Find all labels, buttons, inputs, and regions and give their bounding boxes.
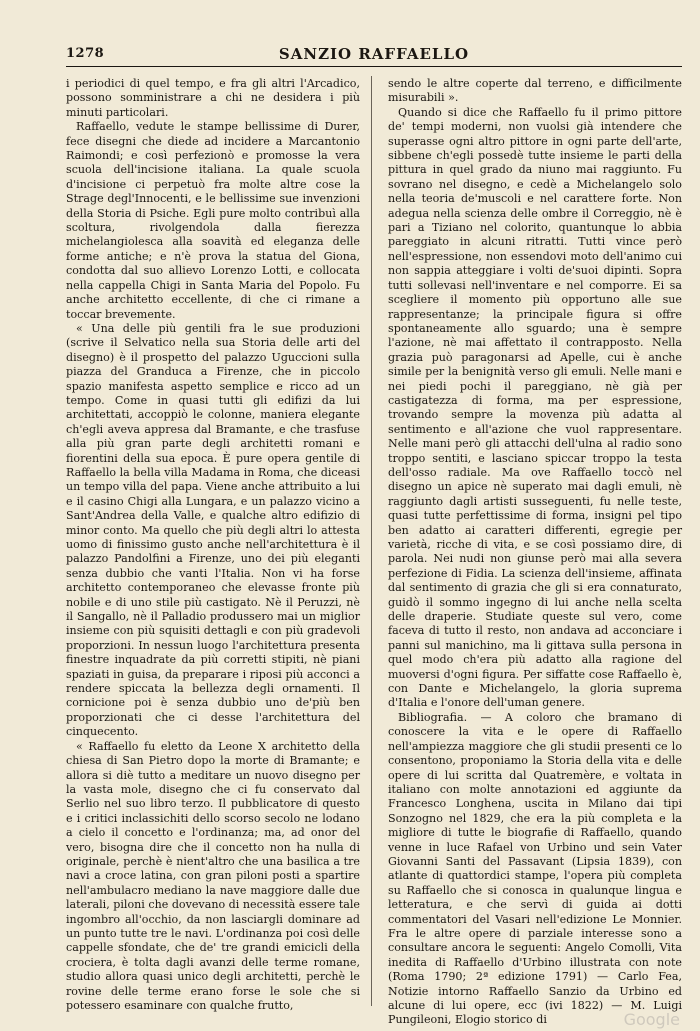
page-number: 1278 (66, 46, 105, 61)
page-header (66, 44, 682, 67)
right-column (388, 77, 682, 1028)
column-divider (371, 76, 372, 1006)
paragraph: Quando si dice che Raffaello fu il primo pittore de' tempi moderni, non vuolsi già intendere che superasse ogni altro pittore in ogni parte dell'arte, sibbene ch'egli possedè tutte insieme le parti della pittura in quel grado da niuno mai raggiunto. Fu sovrano nel disegno, e cedè a Michelangelo solo nella teoria de'muscoli e nel carattere forte. Non adegua nella scienza delle ombre il Correggio, nè è pari a Tiziano nel colorito, quantunque lo abbia pareggiato in alcuni ritratti. Tutti vince però nell'espressione, non essendovi moto dell'animo cui non sappia atteggiare i volti de'suoi dipinti. Sopra tutti sollevasi nell'inventare e nel comporre. Ei sa scegliere il momento più opportuno alle sue rappresentanze; la principale figura si offre spontaneamente allo sguardo; una è sempre l'azione, nè mai affettato il contrapposto. Nella grazia può paragonarsi ad Apelle, cui è anche simile per la benignità verso gli emuli. Nelle mani e nei piedi pochi il pareggiano, nè già per castigatezza di forma, ma per espressione, trovando sempre la movenza più adatta al sentimento e all'azione che vuol rappresentare. Nelle mani però gli attacchi dell'ulna al radio sono troppo sentiti, e lasciano spiccar troppo la testa dell'osso radiale. Ma ove Raffaello toccò nel disegno un apice nè superato mai dagli emuli, nè raggiunto dagli artisti susseguenti, fu nelle teste, quasi tutte perfettissime di forma, insigni pel tipo ben adatto ai caratteri differenti, egregie per varietà, ricche di vita, e se così possiamo dire, di parola. Nei nudi non giunse però mai alla severa perfezione di Fidia. La scienza dell'insieme, affinata dal sentimento di grazia che gli si era connaturato, guidò il sommo ingegno di lui anche nella scelta delle draperie. Studiate queste sul vero, come faceva di tutto il resto, non andava ad acconciare i panni sul manichino, ma li gittava sulla persona in quel modo ch'era più adatto alla ragione del muoversi d'ogni figura. Per siffatte cose Raffaello è, con Dante e Michelangelo, la gloria suprema d'Italia e l'onore dell'uman genere. (388, 105, 682, 710)
paragraph: « Raffaello fu eletto da Leone X architetto della chiesa di San Pietro dopo la morte di Bramante; e allora si diè tutto a meditare un nuovo disegno per la vasta mole, disegno che ci fu conservato dal Serlio nel suo libro terzo. Il pubblicatore di questo e i critici inclassichiti dello scorso secolo ne lodano a cielo il concetto e l'ordinanza; ma, ad onor del vero, bisogna dire che il concetto non ha nulla di originale, perchè è nient'altro che una basilica a tre navi a croce latina, con gran piloni posti a spartire nell'ambulacro mediano la nave maggiore dalle due laterali, piloni che dovevano di necessità essere tale ingombro all'occhio, da non lasciargli dominare ad un punto tutte tre le navi. L'ordinanza poi così delle cappelle sfondate, che de' tre grandi emicicli della crociera, è tolta dagli avanzi delle terme romane, studio allora quasi unico degli architetti, perchè le rovine delle terme erano forse le sole che si potessero esaminare con qualche frutto, (66, 739, 360, 1012)
left-column (66, 77, 360, 1028)
paragraph: « Una delle più gentili fra le sue produzioni (scrive il Selvatico nella sua Storia delle arti del disegno) è il prospetto del palazzo Uguccioni sulla piazza del Granduca a Firenze, che in piccolo spazio manifesta aspetto semplice e ricco ad un tempo. Come in quasi tutti gli edifizi da lui architettati, accoppiò le colonne, maniera elegante ch'egli aveva appresa dal Bramante, e che trasfuse alla più gran parte degli architetti romani e fiorentini della sua epoca. È pure opera gentile di Raffaello la bella villa Madama in Roma, che diceasi un tempo villa del papa. Viene anche attribuito a lui e il casino Chigi alla Lungara, e un palazzo vicino a Sant'Andrea della Valle, e qualche altro edifizio di minor conto. Ma quello che più degli altri lo attesta uomo di finissimo gusto anche nell'architettura è il palazzo Pandolfini a Firenze, uno dei più eleganti senza dubbio che vanti l'Italia. Non vi ha forse architetto contemporaneo che elevasse fronte più nobile e di uno stile più castigato. Nè il Peruzzi, nè il Sangallo, nè il Palladio produssero mai un miglior insieme con più squisiti dettagli e con più gradevoli proporzioni. In nessun luogo l'architettura presenta finestre inquadrate da più corretti stipiti, nè piani spaziati in guisa, da preparare i riposi più acconci a rendere spiccata la bellezza degli ornamenti. Il cornicione poi è senza dubbio uno de'più ben proporzionati che ci desse l'architettura del cinquecento. (66, 321, 360, 739)
bibliography-paragraph: Bibliografia. — A coloro che bramano di conoscere la vita e le opere di Raffaello nell'ampiezza maggiore che gli studii presenti ce lo consentono, proponiamo la Storia della vita e delle opere di lui scritta dal Quatremère, e voltata in italiano con molte annotazioni ed aggiunte da Francesco Longhena, uscita in Milano dai tipi Sonzogno nel 1829, che era la più completa e la migliore di tutte le biografie di Raffaello, quando venne in luce Rafael von Urbino und sein Vater Giovanni Santi del Passavant (Lipsia 1839), con atlante di quattordici stampe, l'opera più completa su Raffaello che si conosca in qualunque lingua e letteratura, e che servì di guida ai dotti commentatori del Vasari nell'edizione Le Monnier. Fra le altre opere di parziale interesse sono a consultare ancora le seguenti: Angelo Comolli, Vita inedita di Raffaello d'Urbino illustrata con note (Roma 1790; 2ª edizione 1791) — Carlo Fea, Notizie intorno Raffaello Sanzio da Urbino ed alcune di lui opere, ecc (ivi 1822) — M. Luigi Pungileoni, Elogio storico di (388, 710, 682, 1027)
running-title: SANZIO RAFFAELLO (278, 45, 470, 63)
paragraph: i periodici di quel tempo, e fra gli altri l'Arcadico, possono somministrare a chi ne desidera i più minuti particolari. (66, 77, 360, 119)
paragraph: sendo le altre coperte dal terreno, e difficilmente misurabili ». (388, 77, 682, 105)
watermark: Google (623, 1010, 680, 1029)
text-columns (66, 77, 682, 1028)
paragraph: Raffaello, vedute le stampe bellissime di Durer, fece disegni che diede ad incidere a Marcantonio Raimondi; e così perfezionò e promosse la vera scuola dell'incisione italiana. La quale scuola d'incisione ci perpetuò fra molte altre cose la Strage degl'Innocenti, e le bellissime sue invenzioni della Storia di Psiche. Egli pure molto contribuì alla scoltura, rivolgendola dalla fierezza michelangiolesca alla soavità ed eleganza delle forme antiche; e n'è prova la statua del Giona, condotta dal suo allievo Lorenzo Lotti, e collocata nella cappella Chigi in Santa Maria del Popolo. Fu anche architetto eccellente, di che ci rimane a toccar brevemente. (66, 120, 360, 321)
